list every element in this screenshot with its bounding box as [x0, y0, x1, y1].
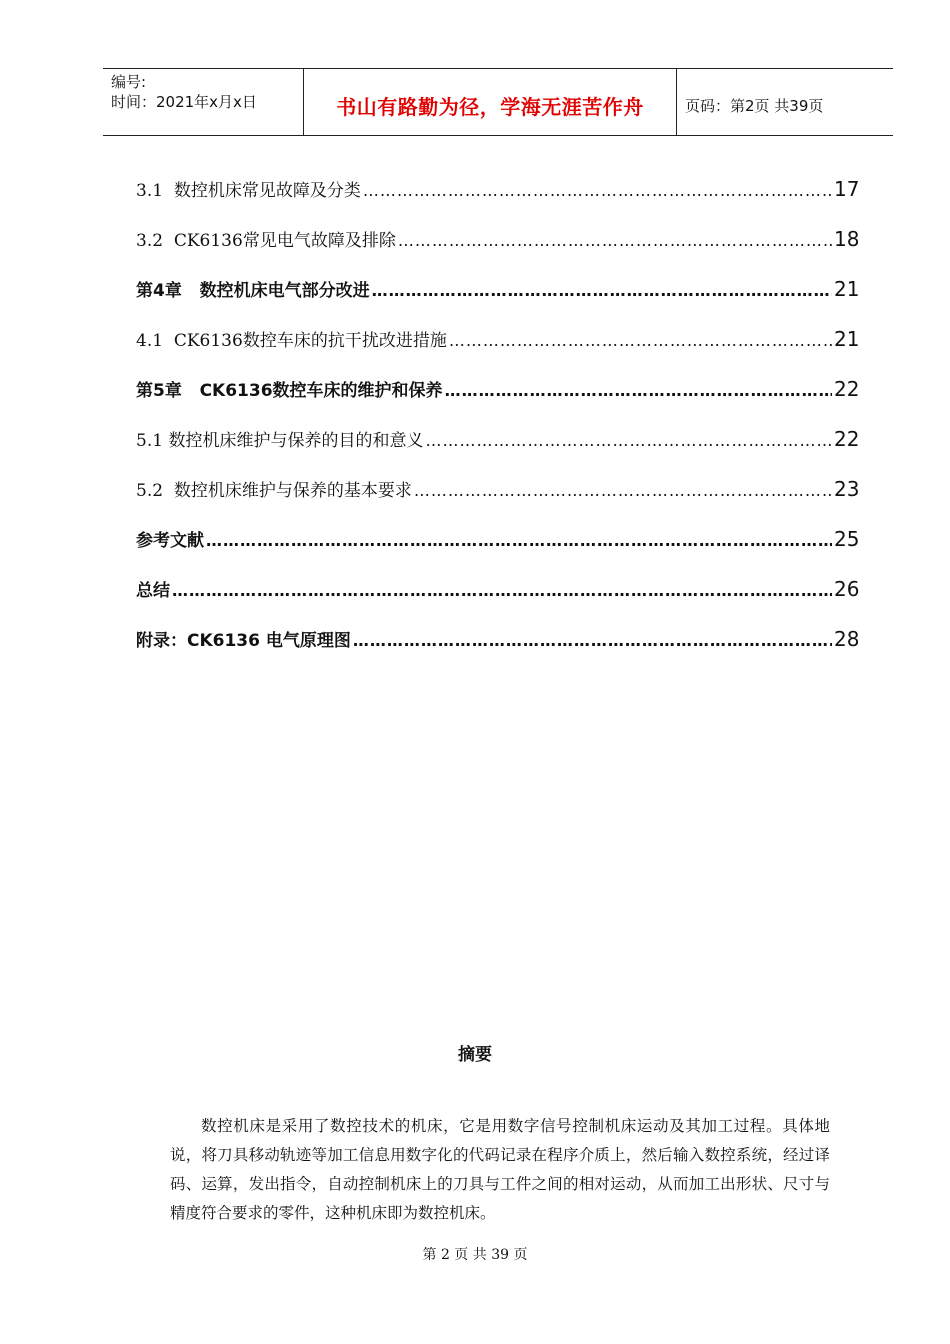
header-page-label: 页码：第2页 共39页: [685, 97, 824, 115]
number-label: 编号:: [111, 73, 147, 91]
toc-entry[interactable]: [136, 426, 858, 476]
page-footer: 第 2 页 共 39 页: [422, 1247, 528, 1263]
toc-entry[interactable]: [136, 526, 858, 576]
toc-entry-page: 21: [834, 327, 860, 351]
time-label: 时间：2021年x月x日: [111, 93, 257, 111]
toc-entry[interactable]: [136, 576, 858, 626]
abstract-title: 摘要: [458, 1045, 492, 1065]
toc-entry[interactable]: [136, 626, 858, 676]
toc-entry-title: 5.1 数控机床维护与保养的目的和意义: [136, 431, 424, 451]
toc-entry-title: 参考文献: [136, 531, 204, 551]
toc-leader-dots: [353, 631, 832, 650]
toc-entry-title: 总结: [136, 581, 170, 601]
toc-entry-page: 23: [834, 477, 860, 501]
toc-leader-dots: [172, 581, 832, 600]
toc-entry[interactable]: [136, 276, 858, 326]
toc-leader-dots: [363, 181, 832, 200]
toc-entry[interactable]: [136, 326, 858, 376]
header-info-cell: [103, 69, 303, 135]
toc-leader-dots: [372, 281, 832, 300]
abstract-body: 数控机床是采用了数控技术的机床，它是用数字信号控制机床运动及其加工过程。具体地说，将刀具移动轨迹等加工信息用数字化的代码记录在程序介质上，然后输入数控系统，经过译码、运算，发出指令，自动控制机床上的刀具与工件之间的相对运动，从而加工出形状、尺寸与精度符合要求的零件，这种机床即为数控机床。: [170, 1117, 830, 1222]
page-header: [103, 68, 893, 136]
toc-leader-dots: [398, 231, 832, 250]
toc-entry-title: 4.1 CK6136数控车床的抗干扰改进措施: [136, 331, 447, 351]
table-of-contents: [136, 176, 858, 676]
toc-leader-dots: [414, 481, 832, 500]
toc-entry-page: 26: [834, 577, 860, 601]
toc-entry-title: 第5章 CK6136数控车床的维护和保养: [136, 381, 443, 401]
toc-leader-dots: [445, 381, 832, 400]
toc-leader-dots: [425, 431, 832, 450]
toc-leader-dots: [449, 331, 832, 350]
toc-entry-page: 17: [834, 177, 860, 201]
toc-entry-title: 附录：CK6136 电气原理图: [136, 631, 351, 651]
toc-entry[interactable]: [136, 476, 858, 526]
toc-entry-title: 5.2 数控机床维护与保养的基本要求: [136, 481, 412, 501]
toc-entry-page: 22: [834, 427, 860, 451]
toc-entry-title: 第4章 数控机床电气部分改进: [136, 281, 370, 301]
toc-leader-dots: [206, 531, 832, 550]
toc-entry-title: 3.1 数控机床常见故障及分类: [136, 181, 361, 201]
toc-entry-page: 28: [834, 627, 860, 651]
toc-entry-page: 22: [834, 377, 860, 401]
toc-entry[interactable]: [136, 176, 858, 226]
toc-entry[interactable]: [136, 376, 858, 426]
toc-entry[interactable]: [136, 226, 858, 276]
toc-entry-title: 3.2 CK6136常见电气故障及排除: [136, 231, 396, 251]
toc-entry-page: 25: [834, 527, 860, 551]
toc-entry-page: 18: [834, 227, 860, 251]
header-page-cell: [677, 69, 893, 135]
toc-entry-page: 21: [834, 277, 860, 301]
header-motto-cell: [303, 69, 677, 135]
motto: 书山有路勤为径，学海无涯苦作舟: [336, 95, 644, 119]
